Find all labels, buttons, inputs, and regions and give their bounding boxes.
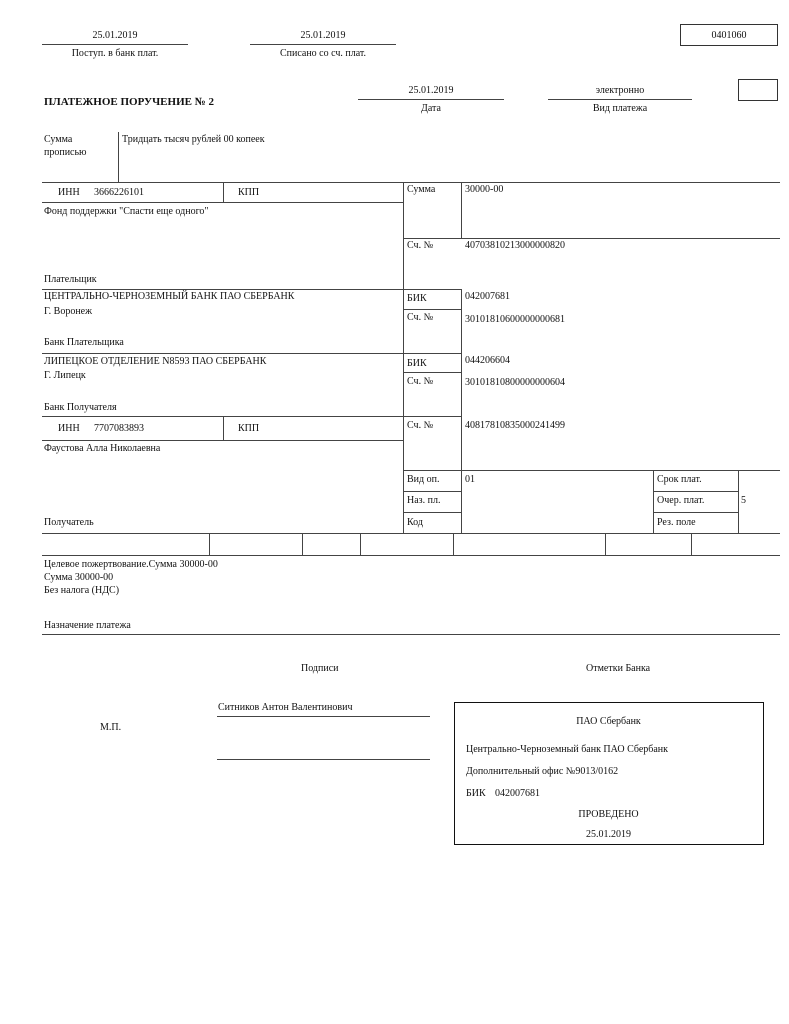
payment-type-line [548,99,692,100]
stamp-place: М.П. [100,722,122,733]
term-label: Срок плат. [657,474,702,485]
payer-bank-account: 30101810600000000681 [465,314,565,325]
payer-name: Фонд поддержки "Спасти еще одного" [44,206,209,217]
payee-caption: Получатель [44,517,94,528]
payer-inn-divider [223,182,224,202]
stamp-bik-label: БИК [466,788,486,799]
amount-words-divider [118,132,119,182]
purpose-line-2: Сумма 30000-00 [44,572,114,583]
purpose-line-1: Целевое пожертвование.Сумма 30000-00 [44,559,218,570]
rule [42,416,461,417]
order-date: 25.01.2019 [408,85,454,96]
amount-words-label-2: прописью [44,147,87,158]
rule [42,440,403,441]
payer-inn-label: ИНН [58,187,80,198]
stamp-office: Дополнительный офис №9013/0162 [466,766,619,777]
stamp-date: 25.01.2019 [586,829,631,840]
payer-bank-bik-label: БИК [407,293,427,304]
rule [42,634,780,635]
signer-name: Ситников Антон Валентинович [218,702,353,713]
bank-divider [461,289,462,416]
payee-bank-account-label: Сч. № [407,376,434,387]
rule [403,491,461,492]
payment-type-caption: Вид платежа [592,103,648,114]
tax-cell-divider [453,533,454,555]
page-title: ПЛАТЕЖНОЕ ПОРУЧЕНИЕ № 2 [44,96,215,108]
rule [42,555,780,556]
rule [42,353,461,354]
priority: 5 [741,495,746,506]
rule [403,238,780,239]
debit-caption: Списано со сч. плат. [279,48,367,59]
tax-cell-divider [209,533,210,555]
op-type: 01 [465,474,475,485]
op-type-label: Вид оп. [407,474,440,485]
rule [653,512,738,513]
purpose-line-3: Без налога (НДС) [44,585,120,596]
payer-bank-name: ЦЕНТРАЛЬНО-ЧЕРНОЗЕМНЫЙ БАНК ПАО СБЕРБАНК [44,291,295,302]
rule [42,289,461,290]
debit-line [250,44,396,45]
payer-status-box [738,79,778,101]
rule [42,182,780,183]
rule [403,512,461,513]
payer-bank-caption: Банк Плательщика [44,337,124,348]
signature-line-1 [217,716,430,717]
payee-inn-divider [223,416,224,440]
payee-bank-bik-label: БИК [407,358,427,369]
payee-account-label: Сч. № [407,420,434,431]
payee-name: Фаустова Алла Николаевна [44,443,161,454]
payer-sum-label: Сумма [407,184,436,195]
payer-kpp-label: КПП [238,187,260,198]
tax-cell-divider [605,533,606,555]
payer-bank-city: Г. Воронеж [44,306,93,317]
payer-account-label: Сч. № [407,240,434,251]
stamp-status: ПРОВЕДЕНО [578,809,639,820]
codes-divider-1 [653,470,654,533]
payer-bank-account-label: Сч. № [407,312,434,323]
order-date-caption: Дата [421,103,441,114]
rule [42,202,403,203]
payee-divider [461,416,462,533]
code-label: Код [407,517,423,528]
rule [42,533,780,534]
payer-caption: Плательщик [44,274,97,285]
bank-receipt-line [42,44,188,45]
payee-kpp-label: КПП [238,423,260,434]
amount-words-value: Тридцать тысяч рублей 00 копеек [122,134,265,145]
payee-bank-caption: Банк Получателя [44,402,117,413]
bank-receipt-date: 25.01.2019 [92,30,138,41]
tax-cell-divider [691,533,692,555]
form-code-box [680,24,778,46]
payee-account: 40817810835000241499 [465,420,565,431]
tax-cell-divider [360,533,361,555]
amount-words-label-1: Сумма [44,134,73,145]
bank-stamp [454,702,764,845]
payee-bank-name: ЛИПЕЦКОЕ ОТДЕЛЕНИЕ N8593 ПАО СБЕРБАНК [44,356,267,367]
payer-inn: 3666226101 [94,187,144,198]
codes-divider-2 [738,470,739,533]
payer-sum: 30000-00 [465,184,504,195]
purpose-caption: Назначение платежа [44,620,131,631]
purpose-code-label: Наз. пл. [407,495,441,506]
payee-bank-bik: 044206604 [465,355,510,366]
payee-inn: 7707083893 [94,423,144,434]
bank-receipt-caption: Поступ. в банк плат. [71,48,159,59]
stamp-branch: Центрально-Черноземный банк ПАО Сбербанк [466,744,669,755]
payer-account: 40703810213000000820 [465,240,565,251]
rule [403,309,461,310]
debit-date: 25.01.2019 [300,30,346,41]
payment-type: электронно [595,85,645,96]
reserve-label: Рез. поле [657,517,696,528]
main-divider [403,182,404,533]
payer-bank-bik: 042007681 [465,291,510,302]
tax-cell-divider [302,533,303,555]
signatures-caption: Подписи [301,663,339,674]
stamp-bank: ПАО Сбербанк [576,716,641,727]
bank-marks-caption: Отметки Банка [586,663,651,674]
sum-divider [461,182,462,238]
rule [403,470,780,471]
priority-label: Очер. плат. [657,495,705,506]
payee-inn-label: ИНН [58,423,80,434]
rule [653,491,738,492]
payee-bank-account: 30101810800000000604 [465,377,565,388]
payee-bank-city: Г. Липецк [44,370,86,381]
stamp-bik: 042007681 [495,788,540,799]
form-code: 0401060 [711,30,747,41]
signature-line-2 [217,759,430,760]
order-date-line [358,99,504,100]
rule [403,372,461,373]
